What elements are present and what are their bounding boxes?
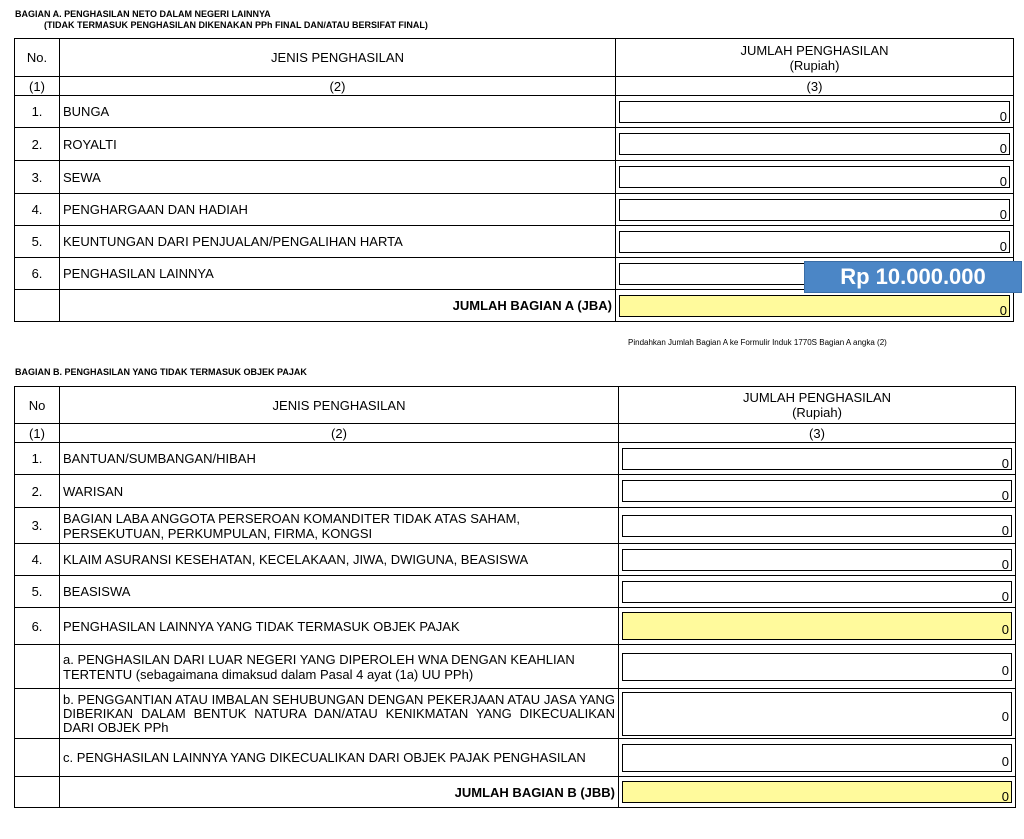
row-number: 6.: [15, 608, 60, 645]
row-label: KLAIM ASURANSI KESEHATAN, KECELAKAAN, JIWA, DWIGUNA, BEASISWA: [60, 544, 619, 576]
row-number: 5.: [15, 226, 60, 258]
table-row: [15, 508, 1016, 544]
transfer-note: Pindahkan Jumlah Bagian A ke Formulir Induk 1770S Bagian A angka (2): [628, 338, 887, 347]
amount-cell: [619, 443, 1016, 475]
amount-cell: [616, 194, 1014, 226]
amount-input-bantuan[interactable]: 0: [622, 448, 1012, 470]
amount-cell: [619, 645, 1016, 689]
row-label: PENGHASILAN LAINNYA: [60, 258, 616, 290]
amount-input-royalti[interactable]: 0: [619, 133, 1010, 155]
header-amount-line1: JUMLAH PENGHASILAN: [742, 390, 892, 405]
amount-cell: [616, 96, 1014, 128]
amount-input-wna[interactable]: 0: [622, 653, 1012, 681]
row-number: 2.: [15, 475, 60, 508]
amount-cell: [619, 689, 1016, 739]
amount-input-sewa[interactable]: 0: [619, 166, 1010, 188]
col-number-2: (2): [60, 424, 619, 443]
amount-input-bagian-laba[interactable]: 0: [622, 515, 1012, 537]
table-row: [15, 576, 1016, 608]
row-label: KEUNTUNGAN DARI PENJUALAN/PENGALIHAN HARTA: [60, 226, 616, 258]
amount-input-beasiswa[interactable]: 0: [622, 581, 1012, 603]
table-row: [15, 226, 1014, 258]
total-cell: [616, 290, 1014, 322]
header-amount-line2: (Rupiah): [792, 405, 842, 420]
row-label: PENGHASILAN LAINNYA YANG TIDAK TERMASUK OBJEK PAJAK: [60, 608, 619, 645]
amount-cell: [616, 128, 1014, 161]
amount-cell: [619, 508, 1016, 544]
row-number: 5.: [15, 576, 60, 608]
row-number: 3.: [15, 161, 60, 194]
row-number: 4.: [15, 194, 60, 226]
section-b-table: [14, 386, 1016, 808]
table-row: [15, 544, 1016, 576]
row-label: ROYALTI: [60, 128, 616, 161]
col-number-3: (3): [616, 77, 1014, 96]
total-row: [15, 290, 1014, 322]
table-row: [15, 739, 1016, 777]
row-number: [15, 739, 60, 777]
amount-cell: [616, 226, 1014, 258]
header-type: JENIS PENGHASILAN: [60, 39, 616, 77]
row-number: 3.: [15, 508, 60, 544]
row-number: 1.: [15, 443, 60, 475]
section-b-title: [15, 367, 307, 378]
table-row: [15, 96, 1014, 128]
section-b-title-text: BAGIAN B. PENGHASILAN YANG TIDAK TERMASUK OBJEK PAJAK: [15, 367, 307, 377]
table-row: [15, 194, 1014, 226]
row-label: BEASISWA: [60, 576, 619, 608]
row-number: [15, 645, 60, 689]
total-label: JUMLAH BAGIAN A (JBA): [60, 290, 616, 322]
total-row: [15, 777, 1016, 808]
amount-input-bunga[interactable]: 0: [619, 101, 1010, 123]
total-cell: [619, 777, 1016, 808]
header-type: JENIS PENGHASILAN: [60, 387, 619, 424]
empty-cell: [15, 777, 60, 808]
row-number: 4.: [15, 544, 60, 576]
table-row: [15, 443, 1016, 475]
table-row: [15, 645, 1016, 689]
amount-cell: [619, 544, 1016, 576]
row-label: BANTUAN/SUMBANGAN/HIBAH: [60, 443, 619, 475]
row-label: BUNGA: [60, 96, 616, 128]
amount-input-dikecualikan[interactable]: 0: [622, 744, 1012, 772]
amount-input-penghargaan[interactable]: 0: [619, 199, 1010, 221]
header-amount-line2: (Rupiah): [789, 57, 840, 73]
row-number: 6.: [15, 258, 60, 290]
total-jba-value: 0: [619, 295, 1010, 317]
col-number-3: (3): [619, 424, 1016, 443]
amount-callout: Rp 10.000.000: [804, 261, 1022, 293]
row-number: [15, 689, 60, 739]
amount-cell: [619, 739, 1016, 777]
total-jbb-value: 0: [622, 781, 1012, 803]
header-amount: [619, 387, 1016, 424]
amount-cell: [619, 576, 1016, 608]
amount-cell: [619, 475, 1016, 508]
col-number-1: (1): [15, 77, 60, 96]
amount-total-lainnya: 0: [622, 612, 1012, 640]
amount-input-klaim-asuransi[interactable]: 0: [622, 549, 1012, 571]
table-row: [15, 475, 1016, 508]
header-no: No: [15, 387, 60, 424]
row-label: SEWA: [60, 161, 616, 194]
empty-cell: [15, 290, 60, 322]
col-number-1: (1): [15, 424, 60, 443]
table-row: [15, 128, 1014, 161]
row-label: c. PENGHASILAN LAINNYA YANG DIKECUALIKAN DARI OBJEK PAJAK PENGHASILAN: [60, 739, 619, 777]
amount-input-keuntungan[interactable]: 0: [619, 231, 1010, 253]
amount-input-warisan[interactable]: 0: [622, 480, 1012, 502]
row-label: PENGHARGAAN DAN HADIAH: [60, 194, 616, 226]
header-amount-line1: JUMLAH PENGHASILAN: [740, 42, 889, 58]
table-row: [15, 689, 1016, 739]
amount-cell: [619, 608, 1016, 645]
table-row: [15, 161, 1014, 194]
row-label: a. PENGHASILAN DARI LUAR NEGERI YANG DIPEROLEH WNA DENGAN KEAHLIAN TERTENTU (sebagaimana dimaksud dalam Pasal 4 ayat (1a) UU PPh): [60, 645, 619, 689]
col-number-2: (2): [60, 77, 616, 96]
row-number: 1.: [15, 96, 60, 128]
section-a-subtitle: (TIDAK TERMASUK PENGHASILAN DIKENAKAN PPh FINAL DAN/ATAU BERSIFAT FINAL): [44, 20, 428, 30]
row-label: b. PENGGANTIAN ATAU IMBALAN SEHUBUNGAN DENGAN PEKERJAAN ATAU JASA YANG DIBERIKAN DALAM BENTUK NATURA DAN/ATAU KENIKMATAN YANG DIKECUALIKAN DARI OBJEK PPh: [60, 689, 619, 739]
total-label: JUMLAH BAGIAN B (JBB): [60, 777, 619, 808]
header-amount: [616, 39, 1014, 77]
amount-input-natura[interactable]: 0: [622, 692, 1012, 736]
section-a-title-text: BAGIAN A. PENGHASILAN NETO DALAM NEGERI LAINNYA: [15, 9, 271, 19]
row-label: BAGIAN LABA ANGGOTA PERSEROAN KOMANDITER TIDAK ATAS SAHAM, PERSEKUTUAN, PERKUMPULAN, FIRMA, KONGSI: [60, 508, 619, 544]
amount-cell: [616, 161, 1014, 194]
row-number: 2.: [15, 128, 60, 161]
section-a-title: [15, 9, 428, 31]
table-row: [15, 608, 1016, 645]
header-no: No.: [15, 39, 60, 77]
row-label: WARISAN: [60, 475, 619, 508]
